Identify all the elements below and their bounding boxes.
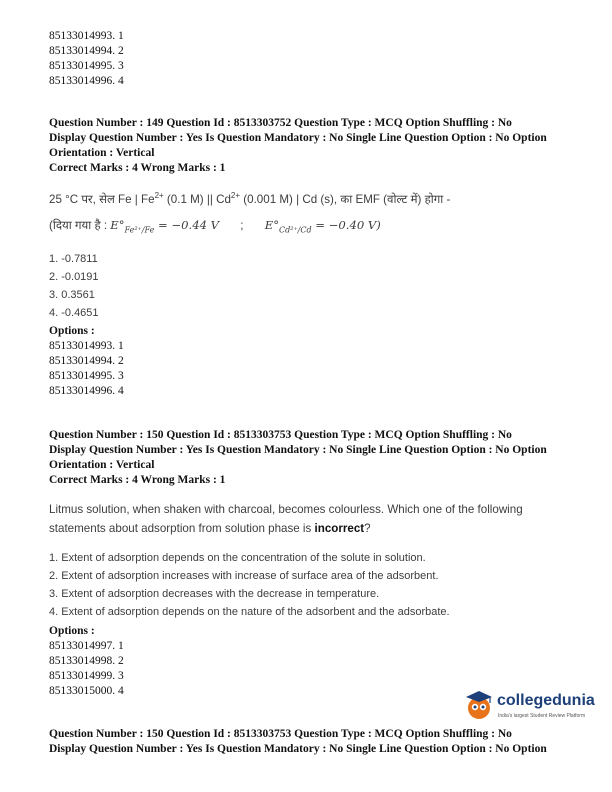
question-stem xyxy=(49,500,523,538)
given-value: = −0.44 V xyxy=(154,218,220,232)
question-header: Orientation : Vertical xyxy=(49,147,155,159)
logo-tagline: India's largest Student Review Platform xyxy=(498,713,586,719)
given-label: (दिया गया है : xyxy=(49,219,111,232)
option-id: 85133014999. 3 xyxy=(49,670,124,682)
answer-choice: 4. -0.4651 xyxy=(49,307,99,319)
stem-text: ? xyxy=(364,522,371,535)
answer-choice: 2. -0.0191 xyxy=(49,271,99,283)
question-header: Display Question Number : Yes Is Question Mandatory : No Single Line Question Option : No Option xyxy=(49,132,547,144)
stem-text: statements about adsorption from solution phase is xyxy=(49,522,315,535)
graduate-mascot-icon xyxy=(463,688,497,722)
stem-text: (0.1 M) || Cd xyxy=(163,192,231,206)
top-options-list xyxy=(49,29,124,89)
stem-text: 25 °C पर, सेल Fe | Fe xyxy=(49,192,155,206)
stem-text: (0.001 M) | Cd (s), का EMF (वोल्ट में) होगा - xyxy=(240,192,451,206)
question-header: Display Question Number : Yes Is Question Mandatory : No Single Line Question Option : No Option xyxy=(49,743,547,755)
option-id: 85133014994. 2 xyxy=(49,45,124,57)
stem-line xyxy=(49,519,523,538)
option-id: 85133014993. 1 xyxy=(49,340,124,352)
option-id: 85133015000. 4 xyxy=(49,685,124,697)
option-id: 85133014997. 1 xyxy=(49,640,124,652)
option-id: 85133014995. 3 xyxy=(49,370,124,382)
option-id: 85133014998. 2 xyxy=(49,655,124,667)
answer-choices xyxy=(49,250,99,322)
stem-line: Litmus solution, when shaken with charcoal, becomes colourless. Which one of the following xyxy=(49,503,523,516)
question-marks: Correct Marks : 4 Wrong Marks : 1 xyxy=(49,162,226,174)
question-header: Question Number : 149 Question Id : 8513303752 Question Type : MCQ Option Shuffling : No xyxy=(49,117,512,129)
options-list xyxy=(49,324,124,399)
question-header: Question Number : 150 Question Id : 8513303753 Question Type : MCQ Option Shuffling : No xyxy=(49,728,512,740)
option-id: 85133014996. 4 xyxy=(49,385,124,397)
question-header: Display Question Number : Yes Is Question Mandatory : No Single Line Question Option : No Option xyxy=(49,444,547,456)
given-data xyxy=(49,216,381,239)
option-id: 85133014993. 1 xyxy=(49,30,124,42)
logo-wordmark: collegedunia xyxy=(497,692,595,709)
given-symbol: E° xyxy=(264,218,279,232)
stem-emphasis: incorrect xyxy=(314,522,365,535)
option-id: 85133014995. 3 xyxy=(49,60,124,72)
question-header: Question Number : 150 Question Id : 8513303753 Question Type : MCQ Option Shuffling : No xyxy=(49,429,512,441)
option-id: 85133014996. 4 xyxy=(49,75,124,87)
answer-choice: 2. Extent of adsorption increases with increase of surface area of the adsorbent. xyxy=(49,570,439,582)
answer-choice: 4. Extent of adsorption depends on the nature of the adsorbent and the adsorbate. xyxy=(49,606,450,618)
stem-superscript: 2+ xyxy=(154,191,164,200)
question-header: Orientation : Vertical xyxy=(49,459,155,471)
stem-superscript: 2+ xyxy=(230,191,241,200)
given-value: = −0.40 V) xyxy=(311,218,381,232)
answer-choice: 3. Extent of adsorption decreases with the decrease in temperature. xyxy=(49,588,380,600)
answer-choice: 3. 0.3561 xyxy=(49,289,95,301)
collegedunia-logo xyxy=(463,688,593,728)
given-symbol: E° xyxy=(110,218,125,232)
options-label: Options : xyxy=(49,625,95,637)
question-150 xyxy=(49,428,547,488)
question-150-repeat xyxy=(49,727,547,757)
given-separator: ; xyxy=(240,219,244,232)
answer-choices xyxy=(49,549,450,621)
option-id: 85133014994. 2 xyxy=(49,355,124,367)
question-marks: Correct Marks : 4 Wrong Marks : 1 xyxy=(49,474,226,486)
question-149 xyxy=(49,116,547,176)
options-list xyxy=(49,624,124,699)
answer-choice: 1. Extent of adsorption depends on the concentration of the solute in solution. xyxy=(49,552,426,564)
given-subscript: Fe²⁺/Fe xyxy=(124,225,155,235)
given-subscript: Cd²⁺/Cd xyxy=(279,225,312,235)
options-label: Options : xyxy=(49,325,95,337)
question-stem xyxy=(49,186,450,209)
answer-choice: 1. -0.7811 xyxy=(49,253,98,265)
